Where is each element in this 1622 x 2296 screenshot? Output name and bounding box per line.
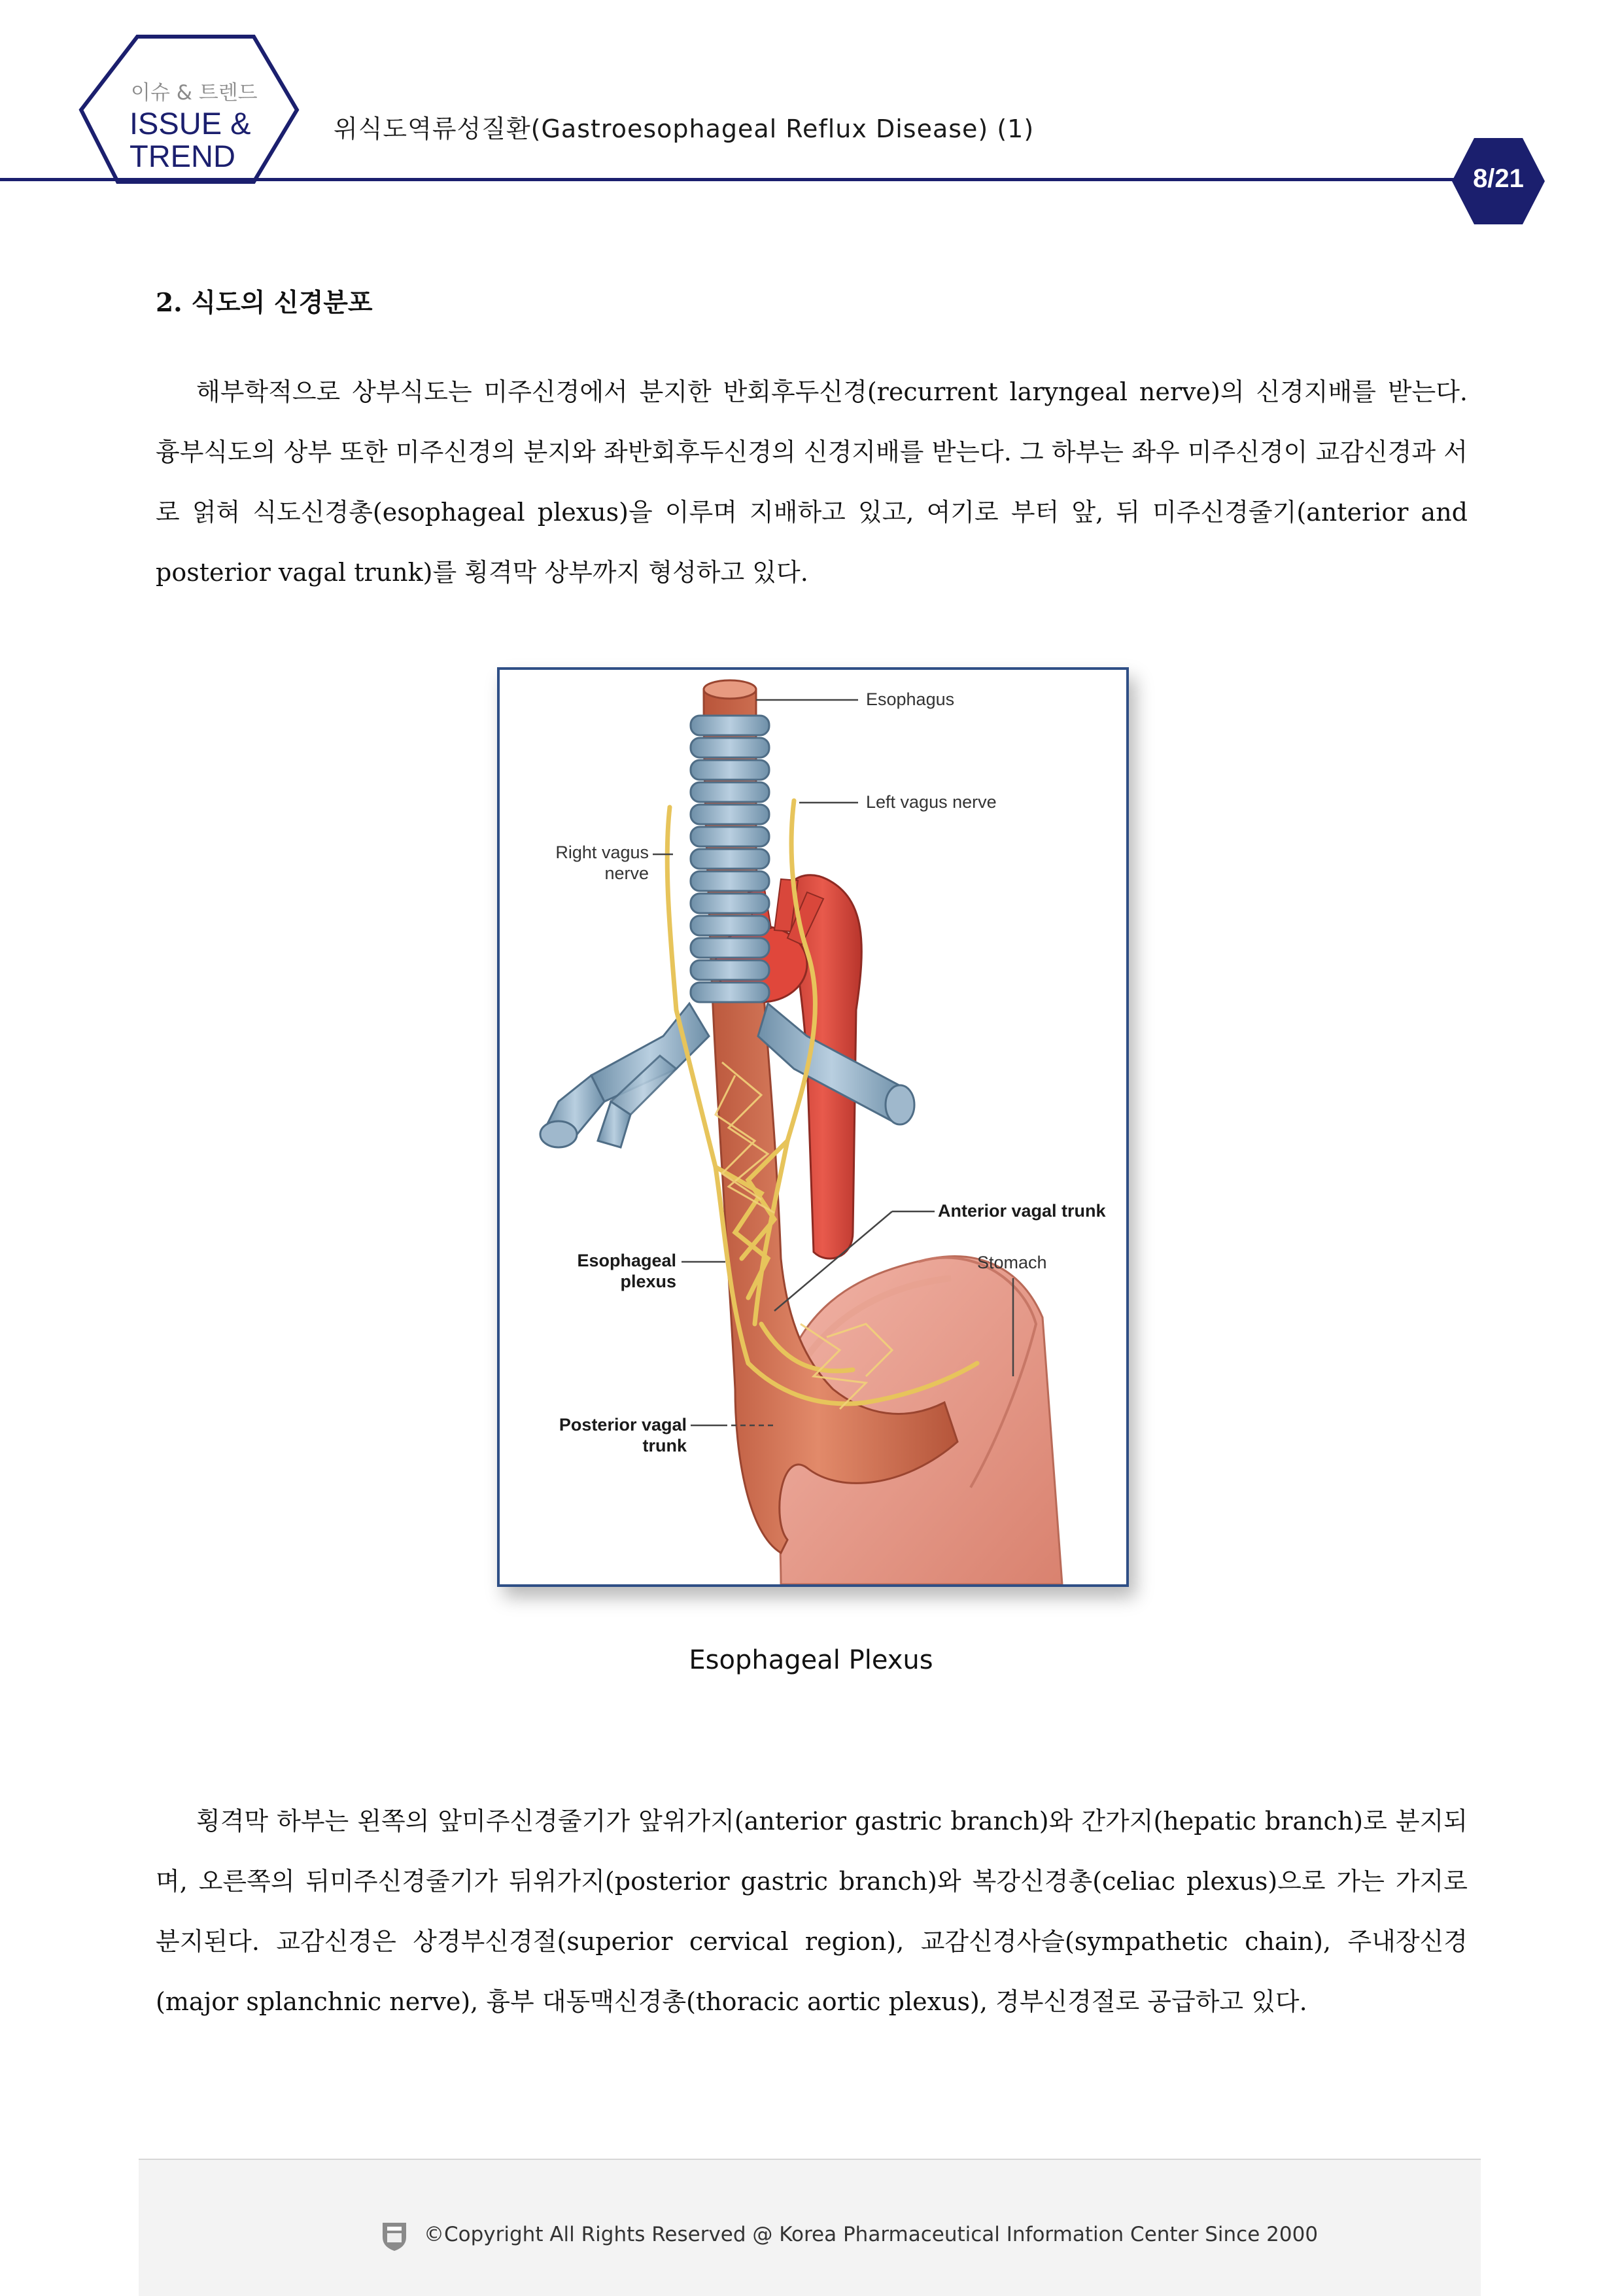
badge-trend-label: TREND (129, 139, 235, 173)
label-anterior-trunk: Anterior vagal trunk (938, 1201, 1106, 1221)
paragraph-1: 해부학적으로 상부식도는 미주신경에서 분지한 반회후두신경(recurrent laryngeal nerve)의 신경지배를 받는다. 흉부식도의 상부 또한 미주신경의 분지와 좌반회후두신경의 신경지배를 받는다. 그 하부는 좌우 미주신경이 교감신경과 서로 얽혀 식도신경총(esophageal plexus)을 이루며 지배하고 있고, 여기로 부터 앞, 뒤 미주신경줄기(anterior and posterior vagal trunk)를 횡격막 상부까지 형성하고 있다. (156, 377, 1468, 587)
header-rule (0, 178, 1475, 181)
copyright-text: ©Copyright All Rights Reserved @ Korea Pharmaceutical Information Center Since 2000 (424, 2223, 1319, 2246)
label-plexus-2: plexus (620, 1272, 676, 1291)
label-right-vagus-2: nerve (604, 863, 649, 883)
badge-korean-label: 이슈 & 트렌드 (131, 81, 258, 105)
label-posterior-trunk-2: trunk (642, 1436, 687, 1455)
badge-issue-label: ISSUE & (129, 106, 251, 141)
figure-caption: Esophageal Plexus (689, 1645, 933, 1675)
label-posterior-trunk-1: Posterior vagal (559, 1415, 687, 1435)
label-right-vagus-1: Right vagus (555, 843, 649, 862)
page-indicator (1449, 135, 1547, 227)
issue-trend-badge (78, 34, 314, 186)
page-title: 위식도역류성질환(Gastroesophageal Reflux Disease) (1) (334, 114, 1035, 143)
footer (139, 2159, 1481, 2296)
page-number: 8/21 (1473, 164, 1524, 193)
paragraph-2: 횡격막 하부는 왼쪽의 앞미주신경줄기가 앞위가지(anterior gastric branch)와 간가지(hepatic branch)로 분지되며, 오른쪽의 뒤미주신경줄기가 뒤위가지(posterior gastric branch)와 복강신경총(celiac plexus)으로 가는 가지로 분지된다. 교감신경은 상경부신경절(superior cervical region), 교감신경사슬(sympathetic chain), 주내장신경(major splanchnic nerve), 흉부 대동맥신경총(thoracic aortic plexus), 경부신경절로 공급하고 있다. (156, 1807, 1468, 2016)
label-left-vagus: Left vagus nerve (866, 792, 997, 812)
label-plexus-1: Esophageal (577, 1251, 676, 1270)
anatomy-figure (497, 667, 1129, 1587)
shield-icon (381, 2220, 408, 2252)
section-heading: 2. 식도의 신경분포 (156, 288, 373, 318)
label-esophagus: Esophagus (866, 689, 955, 709)
label-stomach: Stomach (977, 1253, 1047, 1272)
